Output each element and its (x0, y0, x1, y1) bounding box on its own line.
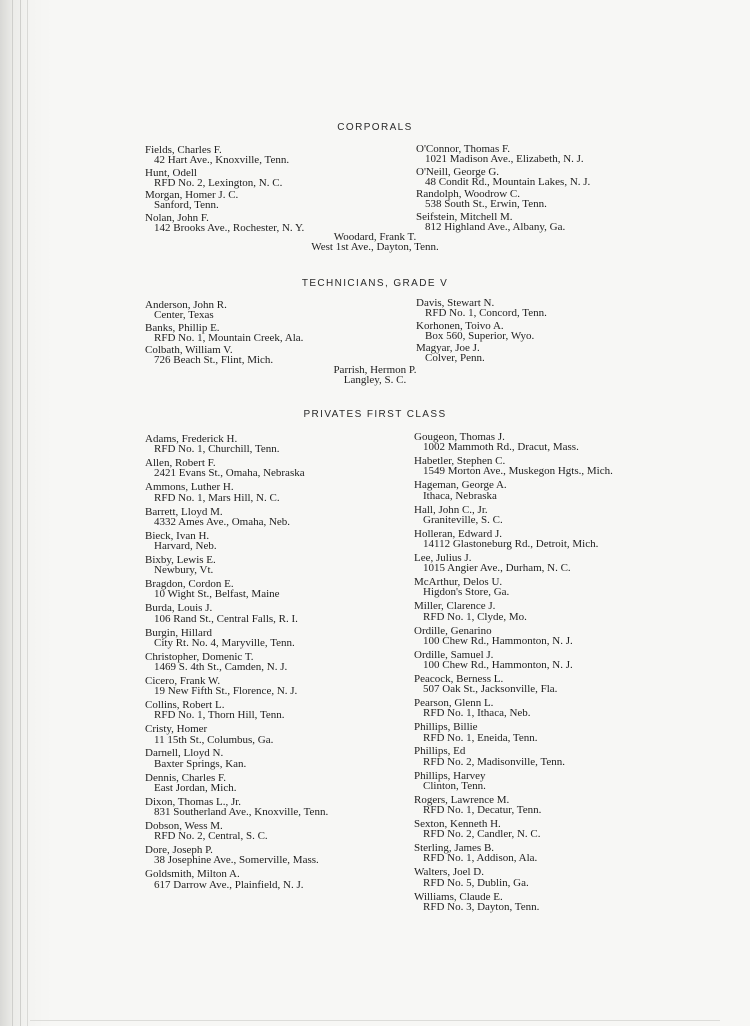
entry-address: RFD No. 1, Eneida, Tenn. (423, 731, 538, 744)
entry-name: Pearson, Glenn L. (414, 697, 494, 710)
entry-address: 507 Oak St., Jacksonville, Fla. (423, 683, 558, 696)
entry-address: 1469 S. 4th St., Camden, N. J. (154, 660, 288, 673)
entry-name: Goldsmith, Milton A. (145, 868, 240, 881)
roster-entry (416, 189, 590, 210)
roster-entry (414, 795, 613, 816)
entry-name: Hunt, Odell (145, 166, 197, 179)
entry-name: Magyar, Joe J. (416, 342, 480, 355)
roster-entry (414, 601, 613, 622)
entry-name: Dobson, Wess M. (145, 820, 223, 832)
entry-address: RFD No. 1, Decatur, Tenn. (423, 804, 542, 817)
entry-name: McArthur, Delos U. (414, 576, 503, 589)
entry-name: Bixby, Lewis E. (145, 553, 216, 566)
entry-address: 11 15th St., Columbus, Ga. (154, 733, 274, 746)
entry-name: Hageman, George A. (414, 479, 507, 492)
entry-name: Barrett, Lloyd M. (145, 505, 223, 518)
entry-address: 831 Southerland Ave., Knoxville, Tenn. (154, 806, 329, 819)
entry-address: Ithaca, Nebraska (423, 489, 497, 502)
entry-name: Dennis, Charles F. (145, 771, 227, 784)
entry-address: 2421 Evans St., Omaha, Nebraska (154, 467, 305, 480)
roster-entry (145, 773, 328, 794)
entry-address: RFD No. 2, Central, S. C. (154, 830, 268, 843)
roster-entry (414, 650, 613, 671)
entry-address: 10 Wight St., Belfast, Maine (154, 588, 280, 601)
entry-address: Langley, S. C. (343, 374, 407, 387)
technicians-right-column (416, 298, 547, 364)
roster-entry (145, 213, 304, 234)
entry-name: Anderson, John R. (145, 299, 227, 311)
roster-entry (414, 674, 613, 695)
roster-entry (414, 698, 613, 719)
roster-entry (414, 843, 613, 864)
entry-name: Allen, Robert F. (145, 457, 216, 470)
roster-entry (414, 529, 613, 550)
section-title-corporals: CORPORALS (337, 122, 413, 133)
roster-entry (414, 456, 613, 477)
entry-address: RFD No. 2, Lexington, N. C. (154, 176, 283, 189)
entry-name: Burgin, Hillard (145, 626, 213, 639)
entry-address: East Jordan, Mich. (154, 781, 237, 794)
roster-entry (145, 300, 303, 321)
roster-entry (145, 434, 328, 455)
entry-address: Baxter Springs, Kan. (154, 757, 247, 770)
entry-address: 106 Rand St., Central Falls, R. I. (154, 612, 298, 625)
entry-address: City Rt. No. 4, Maryville, Tenn. (154, 636, 295, 649)
entry-name: Burda, Louis J. (145, 602, 213, 615)
entry-name: Hall, John C., Jr. (414, 503, 488, 516)
entry-address: West 1st Ave., Dayton, Tenn. (311, 241, 439, 254)
roster-entry (416, 167, 590, 188)
section-title-privates: PRIVATES FIRST CLASS (303, 409, 447, 420)
entry-name: Sexton, Kenneth H. (414, 818, 501, 830)
entry-name: Korhonen, Toivo A. (416, 319, 504, 332)
entry-name: Cicero, Frank W. (145, 674, 221, 687)
entry-name: Seifstein, Mitchell M. (416, 210, 513, 223)
roster-entry (145, 579, 328, 600)
entry-name: Fields, Charles F. (145, 144, 222, 156)
roster-entry (416, 321, 547, 342)
entry-name: Lee, Julius J. (414, 551, 472, 564)
entry-address: RFD No. 1, Addison, Ala. (423, 852, 538, 865)
entry-address: 812 Highland Ave., Albany, Ga. (425, 221, 566, 234)
entry-name: Adams, Frederick H. (145, 433, 238, 445)
roster-entry (145, 603, 328, 624)
entry-address: 1549 Morton Ave., Muskegon Hgts., Mich. (423, 465, 613, 478)
entry-address: 1021 Madison Ave., Elizabeth, N. J. (425, 153, 584, 166)
roster-entry (416, 298, 547, 319)
entry-address: Graniteville, S. C. (423, 513, 503, 526)
entry-name: Woodard, Frank T. (333, 231, 417, 243)
roster-entry (145, 168, 304, 189)
entry-name: Cristy, Homer (145, 723, 208, 736)
roster-entry (145, 323, 303, 344)
roster-entry (145, 555, 328, 576)
entry-address: 617 Darrow Ave., Plainfield, N. J. (154, 878, 304, 891)
entry-name: Bragdon, Cordon E. (145, 578, 234, 591)
entry-address: 38 Josephine Ave., Somerville, Mass. (154, 854, 319, 867)
entry-address: 48 Condit Rd., Mountain Lakes, N. J. (425, 175, 591, 188)
roster-entry (145, 345, 303, 366)
entry-name: Dore, Joseph P. (145, 844, 213, 857)
roster-entry (145, 458, 328, 479)
entry-address: RFD No. 5, Dublin, Ga. (423, 876, 529, 889)
entry-address: 538 South St., Erwin, Tenn. (425, 198, 547, 211)
entry-address: RFD No. 3, Dayton, Tenn. (423, 900, 540, 913)
entry-name: Morgan, Homer J. C. (145, 189, 239, 202)
roster-entry (145, 628, 328, 649)
entry-name: Walters, Joel D. (414, 866, 484, 879)
entry-name: Ordille, Genarino (414, 624, 492, 637)
page-edge-line (12, 0, 13, 1026)
entry-name: Phillips, Billie (414, 721, 478, 734)
entry-name: Bieck, Ivan H. (145, 529, 210, 542)
corporals-center-entry (0, 232, 750, 253)
entry-address: 14112 Glastoneburg Rd., Detroit, Mich. (423, 538, 599, 551)
entry-address: RFD No. 1, Clyde, Mo. (423, 610, 527, 623)
roster-entry (414, 771, 613, 792)
roster-entry (145, 748, 328, 769)
entry-address: RFD No. 1, Mountain Creek, Ala. (154, 331, 304, 344)
roster-entry (414, 722, 613, 743)
entry-address: RFD No. 1, Churchill, Tenn. (154, 443, 280, 456)
entry-address: Colver, Penn. (425, 352, 485, 365)
roster-entry (145, 507, 328, 528)
entry-address: Clinton, Tenn. (423, 779, 486, 792)
page-edge-line (20, 0, 21, 1026)
roster-entry (416, 144, 590, 165)
roster-entry (414, 746, 613, 767)
entry-name: Nolan, John F. (145, 211, 209, 224)
roster-entry (145, 531, 328, 552)
entry-name: Phillips, Harvey (414, 769, 486, 782)
entry-address: 100 Chew Rd., Hammonton, N. J. (423, 658, 573, 671)
entry-address: 1015 Angier Ave., Durham, N. C. (423, 562, 571, 575)
entry-address: 100 Chew Rd., Hammonton, N. J. (423, 634, 573, 647)
entry-name: Gougeon, Thomas J. (414, 431, 505, 443)
roster-entry (145, 797, 328, 818)
roster-entry (414, 577, 613, 598)
entry-address: RFD No. 1, Thorn Hill, Tenn. (154, 709, 285, 722)
entry-address: 42 Hart Ave., Knoxville, Tenn. (154, 154, 290, 167)
entry-address: Higdon's Store, Ga. (423, 586, 510, 599)
entry-name: O'Connor, Thomas F. (416, 143, 510, 155)
entry-address: 19 New Fifth St., Florence, N. J. (154, 685, 298, 698)
entry-address: Newbury, Vt. (154, 564, 214, 577)
entry-address: Harvard, Neb. (154, 540, 217, 553)
entry-address: 4332 Ames Ave., Omaha, Neb. (154, 515, 291, 528)
corporals-right-column (416, 144, 590, 232)
entry-address: Box 560, Superior, Wyo. (425, 329, 535, 342)
entry-name: Colbath, William V. (145, 344, 233, 357)
entry-name: Sterling, James B. (414, 842, 495, 855)
roster-entry (414, 480, 613, 501)
entry-name: O'Neill, George G. (416, 165, 500, 178)
roster-entry (145, 145, 304, 166)
entry-name: Rogers, Lawrence M. (414, 793, 510, 806)
entry-name: Banks, Phillip E. (145, 321, 220, 334)
entry-address: RFD No. 2, Candler, N. C. (423, 828, 541, 841)
roster-entry (145, 869, 328, 890)
entry-name: Darnell, Lloyd N. (145, 747, 224, 760)
privates-left-column (145, 434, 328, 890)
entry-name: Dixon, Thomas L., Jr. (145, 795, 242, 808)
entry-name: Peacock, Berness L. (414, 672, 504, 685)
roster-entry (145, 676, 328, 697)
entry-name: Habetler, Stephen C. (414, 455, 506, 468)
entry-address: RFD No. 1, Concord, Tenn. (425, 307, 547, 320)
entry-name: Holleran, Edward J. (414, 527, 502, 540)
entry-address: RFD No. 1, Mars Hill, N. C. (154, 491, 280, 504)
entry-name: Parrish, Hermon P. (333, 364, 417, 376)
roster-entry (414, 867, 613, 888)
entry-address: Sanford, Tenn. (154, 199, 219, 212)
roster-entry (416, 212, 590, 233)
roster-entry (145, 700, 328, 721)
entry-name: Williams, Claude E. (414, 890, 503, 903)
entry-address: RFD No. 1, Ithaca, Neb. (423, 707, 531, 720)
roster-entry (414, 626, 613, 647)
roster-entry (414, 892, 613, 913)
entry-name: Ordille, Samuel J. (414, 648, 494, 661)
entry-name: Davis, Stewart N. (416, 297, 495, 309)
entry-address: 1002 Mammoth Rd., Dracut, Mass. (423, 441, 579, 454)
roster-entry (414, 819, 613, 840)
roster-entry (145, 652, 328, 673)
entry-name: Randolph, Woodrow C. (416, 188, 521, 201)
roster-entry (414, 505, 613, 526)
entry-address: Center, Texas (154, 309, 214, 322)
entry-address: 726 Beach St., Flint, Mich. (154, 354, 274, 367)
corporals-left-column (145, 145, 304, 233)
roster-entry (416, 343, 547, 364)
entry-name: Collins, Robert L. (145, 699, 225, 712)
roster-entry (145, 821, 328, 842)
roster-entry (414, 553, 613, 574)
page-edge-shadow (0, 0, 52, 1026)
technicians-left-column (145, 300, 303, 366)
entry-name: Ammons, Luther H. (145, 481, 234, 494)
privates-right-column (414, 432, 613, 912)
roster-entry (145, 190, 304, 211)
roster-entry (414, 432, 613, 453)
entry-name: Christopher, Domenic T. (145, 650, 254, 663)
page-edge-line (27, 0, 28, 1026)
technicians-center-entry (0, 365, 750, 386)
roster-entry (145, 724, 328, 745)
entry-name: Phillips, Ed (414, 745, 466, 758)
roster-entry (145, 482, 328, 503)
section-title-technicians: TECHNICIANS, GRADE V (301, 278, 449, 289)
entry-address: 142 Brooks Ave., Rochester, N. Y. (154, 222, 305, 235)
entry-address: RFD No. 2, Madisonville, Tenn. (423, 755, 566, 768)
entry-name: Miller, Clarence J. (414, 600, 496, 613)
roster-entry (145, 845, 328, 866)
page-bottom-edge (30, 1020, 720, 1021)
